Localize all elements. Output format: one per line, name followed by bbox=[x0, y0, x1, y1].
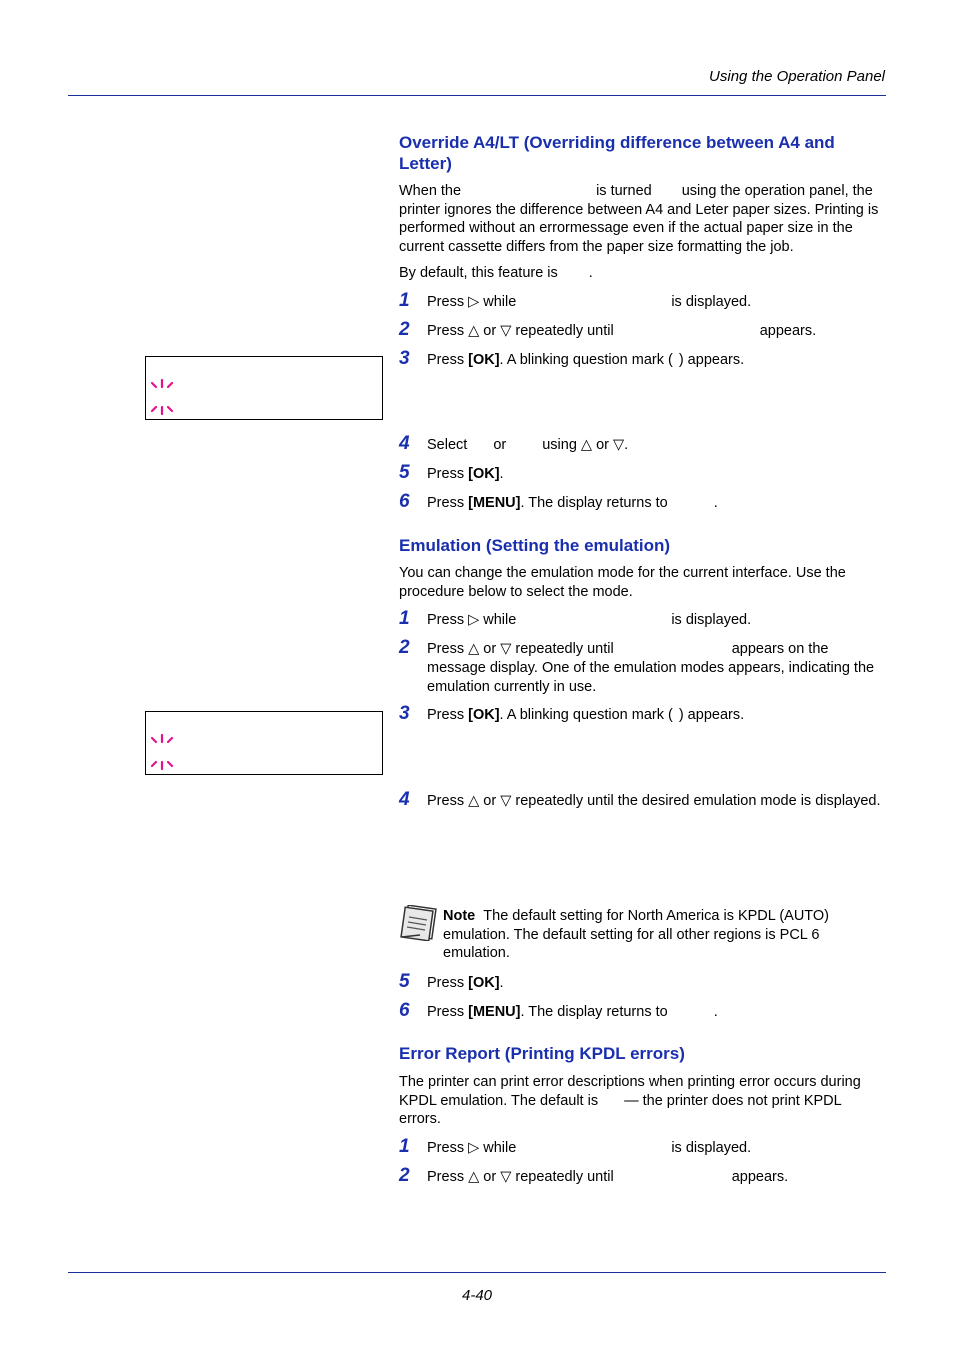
override-default bbox=[399, 264, 886, 283]
override-step-6 bbox=[399, 491, 886, 513]
ok-key-label: [OK] bbox=[468, 707, 500, 723]
step-text: . bbox=[499, 466, 504, 482]
step-number: 3 bbox=[399, 703, 410, 724]
step-text: . The display returns to bbox=[520, 1004, 668, 1020]
step-number: 4 bbox=[399, 789, 410, 810]
step-number: 5 bbox=[399, 971, 410, 992]
step-text: Press △ or ▽ repeatedly until the desired emulation mode is displayed. bbox=[427, 793, 881, 809]
step-text: . bbox=[499, 975, 504, 991]
ok-key-label: [OK] bbox=[468, 352, 500, 368]
step-number: 6 bbox=[399, 491, 410, 512]
error-report-intro-b: — the printer does not print KPDL errors. bbox=[399, 1092, 842, 1127]
step-text: Press △ or ▽ repeatedly until bbox=[427, 323, 614, 339]
step-text: using △ or ▽. bbox=[542, 437, 629, 453]
emulation-heading: Emulation (Setting the emulation) bbox=[399, 536, 671, 555]
note-memo-icon bbox=[400, 905, 438, 941]
override-heading: Override A4/LT (Overriding difference between A4 and Letter) bbox=[399, 133, 835, 173]
error-report-step-1 bbox=[399, 1136, 886, 1158]
step-number: 2 bbox=[399, 319, 410, 340]
override-intro-part-c: using the operation panel, the printer ignores the difference between A4 and Leter paper sizes. Printing is performed without an errormessage even if the actual paper size in the current cassette differs from the paper size formatting the job. bbox=[399, 183, 879, 255]
emulation-step-6 bbox=[399, 1000, 886, 1022]
ok-key-label: [OK] bbox=[468, 466, 500, 482]
error-report-step-2 bbox=[399, 1165, 886, 1187]
step-text: or bbox=[493, 437, 507, 453]
step-text: ) appears. bbox=[678, 352, 745, 368]
step-text: Press △ or ▽ repeatedly until bbox=[427, 641, 614, 657]
error-report-intro bbox=[399, 1073, 886, 1129]
note-label: Note bbox=[443, 908, 476, 924]
step-number: 1 bbox=[399, 1136, 410, 1157]
note-block bbox=[443, 907, 883, 963]
step-text: Press △ or ▽ repeatedly until bbox=[427, 1169, 614, 1185]
blinking-cursor-icon bbox=[148, 377, 178, 417]
step-number: 1 bbox=[399, 290, 410, 311]
emulation-step-2 bbox=[399, 637, 886, 697]
lcd-display-emulation bbox=[145, 711, 383, 775]
emulation-step-4 bbox=[399, 789, 886, 811]
override-intro-part-a: When the bbox=[399, 183, 462, 199]
override-intro-part-b: is turned bbox=[596, 183, 652, 199]
override-step-3 bbox=[399, 348, 886, 370]
step-text: Press bbox=[427, 466, 465, 482]
step-text: appears. bbox=[731, 1169, 789, 1185]
override-step-1 bbox=[399, 290, 886, 312]
step-text: Press bbox=[427, 495, 465, 511]
page-number: 4-40 bbox=[461, 1287, 493, 1304]
step-text: is displayed. bbox=[671, 1140, 752, 1156]
override-step-2 bbox=[399, 319, 886, 341]
error-report-heading: Error Report (Printing KPDL errors) bbox=[399, 1044, 685, 1063]
error-report-intro-a: The printer can print error descriptions when printing error occurs during KPDL emulation. The default is bbox=[399, 1074, 861, 1109]
step-text: Press bbox=[427, 975, 465, 991]
step-text: is displayed. bbox=[671, 294, 752, 310]
menu-key-label: [MENU] bbox=[468, 1004, 521, 1020]
step-number: 5 bbox=[399, 462, 410, 483]
override-step-4 bbox=[399, 433, 886, 455]
step-text: . A blinking question mark ( bbox=[499, 707, 673, 723]
blinking-cursor-icon bbox=[148, 732, 178, 772]
menu-key-label: [MENU] bbox=[468, 495, 521, 511]
step-text: Press ▷ while bbox=[427, 294, 517, 310]
override-default-text: By default, this feature is bbox=[399, 265, 558, 281]
ok-key-label: [OK] bbox=[468, 975, 500, 991]
step-text: appears on the message display. One of the emulation modes appears, indicating the emulation currently in use. bbox=[427, 641, 875, 695]
step-text: Press bbox=[427, 1004, 465, 1020]
emulation-intro: You can change the emulation mode for the current interface. Use the procedure below to select the mode. bbox=[399, 565, 846, 600]
header-rule bbox=[68, 95, 886, 96]
note-text: The default setting for North America is KPDL (AUTO) emulation. The default setting for all other regions is PCL 6 emulation. bbox=[443, 908, 830, 961]
step-number: 1 bbox=[399, 608, 410, 629]
step-text: . bbox=[713, 495, 718, 511]
step-number: 4 bbox=[399, 433, 410, 454]
emulation-step-5 bbox=[399, 971, 886, 993]
step-number: 2 bbox=[399, 637, 410, 658]
step-text: . bbox=[713, 1004, 718, 1020]
step-text: appears. bbox=[759, 323, 817, 339]
step-text: Press bbox=[427, 707, 465, 723]
override-step-5 bbox=[399, 462, 886, 484]
lcd-display-override bbox=[145, 356, 383, 420]
step-text: ) appears. bbox=[678, 707, 745, 723]
step-number: 3 bbox=[399, 348, 410, 369]
running-header: Using the Operation Panel bbox=[709, 68, 885, 85]
step-text: . The display returns to bbox=[520, 495, 668, 511]
step-number: 6 bbox=[399, 1000, 410, 1021]
step-text: Select bbox=[427, 437, 468, 453]
override-intro bbox=[399, 182, 886, 256]
footer-rule bbox=[68, 1272, 886, 1273]
step-text: Press bbox=[427, 352, 465, 368]
step-text: Press ▷ while bbox=[427, 1140, 517, 1156]
step-text: is displayed. bbox=[671, 612, 752, 628]
step-number: 2 bbox=[399, 1165, 410, 1186]
override-default-period: . bbox=[588, 265, 593, 281]
emulation-step-1 bbox=[399, 608, 886, 630]
step-text: Press ▷ while bbox=[427, 612, 517, 628]
emulation-step-3 bbox=[399, 703, 886, 725]
step-text: . A blinking question mark ( bbox=[499, 352, 673, 368]
